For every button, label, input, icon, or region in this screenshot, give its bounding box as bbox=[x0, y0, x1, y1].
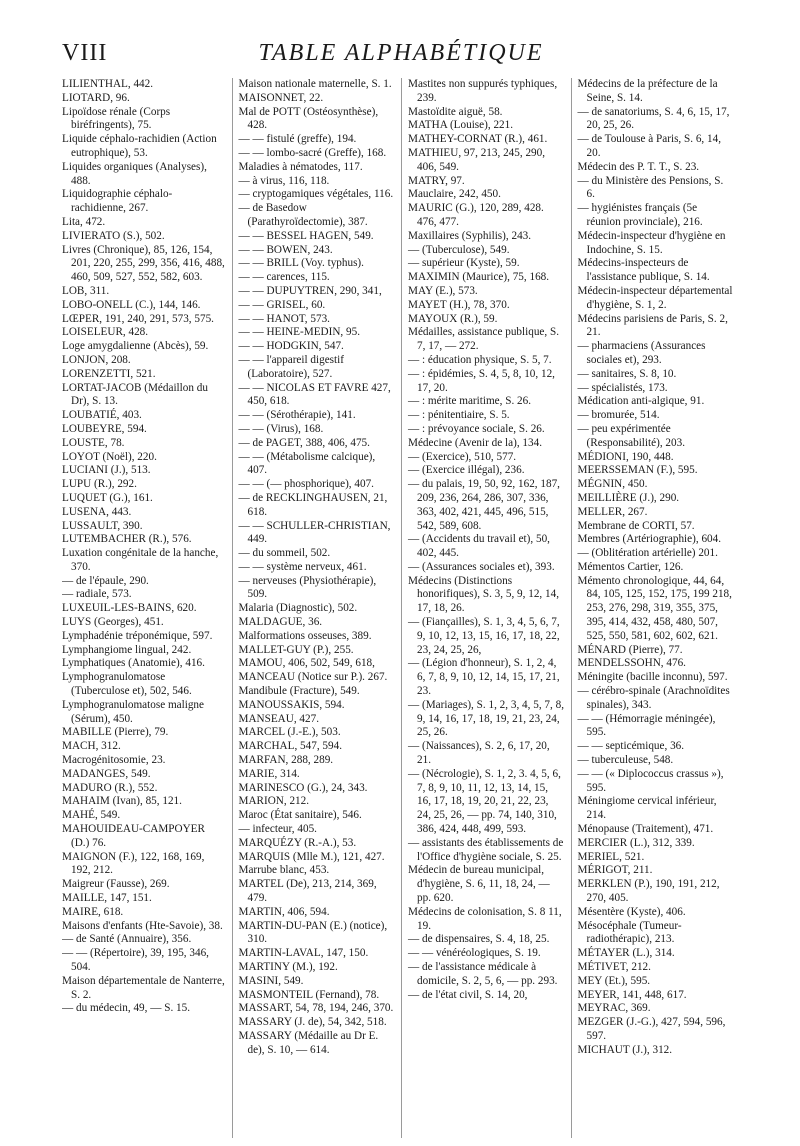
index-entry: MAHOUIDEAU-CAMPOYER (D.) 76. bbox=[62, 823, 205, 849]
index-entry: MERIEL, 521. bbox=[577, 850, 645, 863]
index-entry: — (Assurances sociales et), 393. bbox=[408, 560, 555, 573]
running-title: TABLE ALPHABÉTIQUE bbox=[258, 40, 544, 66]
index-entry: MELLER, 267. bbox=[577, 505, 648, 518]
index-entry: Ménopause (Traitement), 471. bbox=[577, 823, 714, 836]
index-entry: MEILLIÈRE (J.), 290. bbox=[577, 491, 680, 504]
index-entry: MARFAN, 288, 289. bbox=[238, 754, 334, 767]
index-entry: LUYS (Georges), 451. bbox=[62, 616, 164, 629]
index-entry: LOUBEYRE, 594. bbox=[62, 422, 147, 435]
index-entry: MAIGNON (F.), 122, 168, 169, 192, 212. bbox=[62, 850, 205, 877]
index-column-4 bbox=[571, 78, 741, 1138]
index-entry: LŒPER, 191, 240, 291, 573, 575. bbox=[62, 312, 214, 325]
index-entry: — : prévoyance sociale, S. 26. bbox=[408, 422, 545, 435]
index-entry: — de PAGET, 388, 406, 475. bbox=[238, 436, 370, 449]
index-entry: MARCHAL, 547, 594. bbox=[238, 740, 342, 753]
index-entry: MARTIN-DU-PAN (E.) (notice), 310. bbox=[238, 919, 388, 946]
index-entry: — — septicémique, 36. bbox=[577, 740, 685, 753]
index-entry: MEY (Et.), 595. bbox=[577, 974, 651, 987]
index-entry: Maisons d'enfants (Hte-Savoie), 38. bbox=[62, 919, 223, 932]
index-entry: Malaria (Diagnostic), 502. bbox=[238, 602, 358, 615]
index-entry: — à virus, 116, 118. bbox=[238, 174, 330, 187]
index-entry: MANCEAU (Notice sur P.). 267. bbox=[238, 671, 388, 684]
index-entry: — de Santé (Annuaire), 356. bbox=[62, 933, 192, 946]
index-entry: MAURIC (G.), 120, 289, 428. 476, 477. bbox=[408, 202, 544, 228]
index-entry: Lymphogranulomatose maligne (Sérum), 450. bbox=[62, 698, 204, 725]
index-entry: MERKLEN (P.), 190, 191, 212, 270, 405. bbox=[577, 878, 720, 905]
index-entry: MASSART, 54, 78, 194, 246, 370. bbox=[238, 1002, 394, 1015]
index-entry: — bromurée, 514. bbox=[577, 409, 660, 422]
index-entry: — — l'appareil digestif (Laboratoire), 527. bbox=[238, 353, 344, 380]
index-entry: Médecin-inspecteur départemental d'hygiène, S. 1, 2. bbox=[577, 284, 733, 311]
index-entry: Mésentère (Kyste), 406. bbox=[577, 905, 686, 918]
index-entry: Méningiome cervical inférieur, 214. bbox=[577, 795, 717, 822]
index-entry: MARCEL (J.-E.), 503. bbox=[238, 726, 341, 739]
index-entry: — : épidémies, S. 4, 5, 8, 10, 12, 17, 20. bbox=[408, 367, 555, 394]
index-entry: — de dispensaires, S. 4, 18, 25. bbox=[408, 933, 550, 946]
index-entry: MÉGNIN, 450. bbox=[577, 478, 648, 491]
index-entry: MAYET (H.), 78, 370. bbox=[408, 298, 510, 311]
index-entry: — de l'état civil, S. 14, 20, bbox=[408, 988, 528, 1001]
index-entry: MANSEAU, 427. bbox=[238, 712, 319, 725]
index-entry: Marrube blanc, 453. bbox=[238, 864, 330, 877]
index-entry: — de sanatoriums, S. 4, 6, 15, 17, 20, 25, 26. bbox=[577, 105, 730, 132]
index-entry: — du Ministère des Pensions, S. 6. bbox=[577, 174, 724, 201]
index-entry: LILIENTHAL, 442. bbox=[62, 78, 154, 90]
index-entry: — : éducation physique, S. 5, 7. bbox=[408, 353, 552, 366]
index-entry: MATHEY-CORNAT (R.), 461. bbox=[408, 133, 548, 146]
index-column-2 bbox=[232, 78, 402, 1138]
index-entry: MÉTIVET, 212. bbox=[577, 961, 651, 973]
index-entry: — hygiénistes français (5e réunion provinciale), 216. bbox=[577, 202, 703, 228]
index-entry: LUSSAULT, 390. bbox=[62, 519, 143, 532]
index-entry: Lymphangiome lingual, 242. bbox=[62, 643, 192, 656]
index-entry: — — (« Diplococcus crassus »), 595. bbox=[577, 767, 724, 794]
index-entry: MAMOU, 406, 502, 549, 618, bbox=[238, 657, 375, 670]
index-entry: MEYRAC, 369. bbox=[577, 1002, 651, 1015]
index-entry: — — GRISEL, 60. bbox=[238, 298, 326, 311]
index-entry: — (Nécrologie), S. 1, 2, 3. 4, 5, 6, 7, 8, 9, 10, 11, 12, 13, 14, 15, 16, 17, 18, 19, 20, 21, 22, 23, 24, 25, 26, — pp. 74, 140, 310, 386, 424, 448, 499, 593. bbox=[408, 767, 561, 836]
index-entry: LOBO-ONELL (C.), 144, 146. bbox=[62, 298, 201, 311]
index-entry: LOYOT (Noël), 220. bbox=[62, 450, 157, 463]
index-entry: LORTAT-JACOB (Médaillon du Dr), S. 13. bbox=[62, 381, 208, 408]
index-entry: Malformations osseuses, 389. bbox=[238, 629, 372, 642]
index-entry: LUQUET (G.), 161. bbox=[62, 491, 153, 504]
page-header bbox=[62, 40, 740, 80]
index-entry: MATHA (Louise), 221. bbox=[408, 119, 514, 132]
index-entry: MENDELSSOHN, 476. bbox=[577, 657, 686, 670]
index-entry: Liquides organiques (Analyses), 488. bbox=[62, 160, 207, 187]
index-entry: — — BESSEL HAGEN, 549. bbox=[238, 229, 374, 242]
page-number: VIII bbox=[62, 40, 108, 66]
index-entry: — (Exercice), 510, 577. bbox=[408, 450, 517, 463]
index-entry: — peu expérimentée (Responsabilité), 203. bbox=[577, 422, 685, 449]
index-entry: Lymphatiques (Anatomie), 416. bbox=[62, 657, 205, 670]
index-entry: MANOUSSAKIS, 594. bbox=[238, 698, 345, 711]
index-entry: — — (Hémorragie méningée), 595. bbox=[577, 712, 716, 739]
index-entry: — supérieur (Kyste), 59. bbox=[408, 257, 520, 270]
index-entry: MACH, 312. bbox=[62, 740, 121, 753]
index-entry: MAISONNET, 22. bbox=[238, 91, 324, 104]
index-entry: Mémento chronologique, 44, 64, 84, 105, 125, 152, 175, 199 218, 253, 276, 298, 319, 355, 375, 395, 414, 432, 458, 480, 507, 525, 550, 581, 602, 602, 621. bbox=[577, 574, 732, 642]
index-entry: — (Tuberculose), 549. bbox=[408, 243, 510, 256]
index-entry: — radiale, 573. bbox=[62, 588, 132, 601]
index-entry: — (Exercice illégal), 236. bbox=[408, 464, 525, 477]
index-entry: — — (Sérothérapie), 141. bbox=[238, 409, 356, 422]
index-entry: — du médecin, 49, — S. 15. bbox=[62, 1002, 191, 1015]
index-entry: Mastoïdite aiguë, 58. bbox=[408, 105, 503, 118]
index-entry: — (Oblitération artérielle) 201. bbox=[577, 547, 718, 560]
index-entry: — du sommeil, 502. bbox=[238, 547, 331, 560]
index-entry: Maison nationale maternelle, S. 1. bbox=[238, 78, 392, 90]
index-entry: — : pénitentiaire, S. 5. bbox=[408, 409, 510, 422]
index-entry: MARINESCO (G.), 24, 343. bbox=[238, 781, 368, 794]
index-entry: MARION, 212. bbox=[238, 795, 310, 808]
index-entry: LOUBATIÉ, 403. bbox=[62, 409, 142, 422]
index-entry: LUCIANI (J.), 513. bbox=[62, 464, 151, 477]
index-entry: — sanitaires, S. 8, 10. bbox=[577, 367, 677, 380]
index-column-3 bbox=[401, 78, 571, 1138]
index-entry: — — HODGKIN, 547. bbox=[238, 340, 344, 353]
index-entry: MEZGER (J.-G.), 427, 594, 596, 597. bbox=[577, 1016, 726, 1042]
index-entry: Maroc (État sanitaire), 546. bbox=[238, 809, 362, 822]
index-entry: LIOTARD, 96. bbox=[62, 91, 130, 104]
index-entry: MARIE, 314. bbox=[238, 767, 300, 780]
index-entry: Mal de POTT (Ostéosynthèse), 428. bbox=[238, 105, 379, 132]
index-entry: — — carences, 115. bbox=[238, 271, 330, 284]
index-entry: MADURO (R.), 552. bbox=[62, 781, 158, 794]
index-entry: — de l'assistance médicale à domicile, S. 2, 5, 6, — pp. 293. bbox=[408, 961, 558, 987]
index-entry: — — BOWEN, 243. bbox=[238, 243, 333, 256]
index-entry: Mastites non suppurés typhiques, 239. bbox=[408, 78, 558, 104]
index-entry: Médecins de colonisation, S. 8 11, 19. bbox=[408, 905, 562, 932]
index-entry: Maxillaires (Syphilis), 243. bbox=[408, 229, 532, 242]
index-entry: Mauclaire, 242, 450. bbox=[408, 188, 501, 201]
index-entry: MERCIER (L.), 312, 339. bbox=[577, 836, 695, 849]
index-entry: LUSENA, 443. bbox=[62, 505, 132, 518]
index-entry: LONJON, 208. bbox=[62, 353, 131, 366]
index-entry: MAHAIM (Ivan), 85, 121. bbox=[62, 795, 182, 808]
index-entry: Médecins parisiens de Paris, S. 2, 21. bbox=[577, 312, 728, 339]
index-entry: — tuberculeuse, 548. bbox=[577, 754, 674, 767]
index-entry: Mésocéphale (Tumeur-radiothérapic), 213. bbox=[577, 919, 682, 946]
index-entry: Loge amygdalienne (Abcès), 59. bbox=[62, 340, 209, 353]
index-entry: Médecin-inspecteur d'hygiène en Indochine, S. 15. bbox=[577, 229, 726, 256]
index-entry: LOB, 311. bbox=[62, 284, 110, 297]
index-entry: MAXIMIN (Maurice), 75, 168. bbox=[408, 271, 550, 284]
index-entry: MALLET-GUY (P.), 255. bbox=[238, 643, 354, 656]
index-entry: Mandibule (Fracture), 549. bbox=[238, 685, 360, 698]
index-entry: — cérébro-spinale (Arachnoïdites spinales), 343. bbox=[577, 685, 730, 711]
index-entry: — : mérite maritime, S. 26. bbox=[408, 395, 532, 408]
index-entry: Maigreur (Fausse), 269. bbox=[62, 878, 170, 891]
index-entry: Liquidographie céphalo-rachidienne, 267. bbox=[62, 188, 173, 215]
index-entry: LOISELEUR, 428. bbox=[62, 326, 149, 339]
index-entry: MARTEL (De), 213, 214, 369, 479. bbox=[238, 878, 377, 905]
index-entry: MARTIN-LAVAL, 147, 150. bbox=[238, 947, 369, 960]
index-entry: — — BRILL (Voy. typhus). bbox=[238, 257, 364, 270]
index-entry: Médecin de bureau municipal, d'hygiène, S. 6, 11, 18, 24, — pp. 620. bbox=[408, 864, 550, 905]
index-entry: — — lombo-sacré (Greffe), 168. bbox=[238, 146, 387, 159]
index-column-1 bbox=[62, 78, 232, 1138]
index-entry: LORENZETTI, 521. bbox=[62, 367, 156, 380]
index-entry: — (Fiançailles), S. 1, 3, 4, 5, 6, 7, 9, 10, 12, 13, 15, 16, 17, 18, 22, 23, 24, 25, 26, bbox=[408, 616, 560, 656]
index-entry: Macrogénitosomie, 23. bbox=[62, 754, 166, 767]
index-entry: LUPU (R.), 292. bbox=[62, 478, 137, 491]
index-entry: Médecins-inspecteurs de l'assistance publique, S. 14. bbox=[577, 257, 710, 284]
index-entry: — — système nerveux, 461. bbox=[238, 560, 367, 573]
index-entry: — — (— phosphorique), 407. bbox=[238, 478, 374, 491]
index-entry: Membrane de CORTI, 57. bbox=[577, 519, 695, 532]
index-entry: MATRY, 97. bbox=[408, 174, 465, 187]
index-entry: MASINI, 549. bbox=[238, 974, 304, 987]
index-entry: MASMONTEIL (Fernand), 78. bbox=[238, 988, 380, 1001]
index-entry: — pharmaciens (Assurances sociales et), 293. bbox=[577, 340, 706, 366]
index-entry: Médecine (Avenir de la), 134. bbox=[408, 436, 542, 449]
index-entry: MALDAGUE, 36. bbox=[238, 616, 323, 629]
index-entry: LIVIERATO (S.), 502. bbox=[62, 229, 165, 242]
index-entry: Lymphadénie tréponémique, 597. bbox=[62, 629, 213, 642]
index-entry: MATHIEU, 97, 213, 245, 290, 406, 549. bbox=[408, 146, 546, 173]
index-entry: MARTINY (M.), 192. bbox=[238, 961, 338, 973]
index-entry: — — vénéréologiques, S. 19. bbox=[408, 947, 541, 960]
index-entry: — de RECKLINGHAUSEN, 21, 618. bbox=[238, 491, 388, 518]
index-entry: — — DUPUYTREN, 290, 341, bbox=[238, 284, 382, 297]
index-entry: MARQUIS (Mlle M.), 121, 427. bbox=[238, 850, 385, 863]
index-entry: Médecin des P. T. T., S. 23. bbox=[577, 160, 700, 173]
index-entry: — — NICOLAS ET FAVRE 427, 450, 618. bbox=[238, 381, 391, 408]
index-entry: MÉTAYER (L.), 314. bbox=[577, 947, 675, 960]
index-entry: Lipoïdose rénale (Corps biréfringents), 75. bbox=[62, 105, 171, 132]
index-entry: MARQUÉZY (R.-A.), 53. bbox=[238, 836, 357, 849]
index-entry: MARTIN, 406, 594. bbox=[238, 905, 330, 918]
index-entry: — du palais, 19, 50, 92, 162, 187, 209, 236, 264, 286, 307, 336, 363, 402, 421, 445, 496, 515, 542, 589, 608. bbox=[408, 478, 560, 532]
index-entry: MEERSSEMAN (F.), 595. bbox=[577, 464, 698, 477]
index-entry: — — (Métabolisme calcique), 407. bbox=[238, 450, 376, 477]
index-entry: Médication anti-algique, 91. bbox=[577, 395, 705, 408]
index-entry: — nerveuses (Physiothérapie), 509. bbox=[238, 574, 377, 601]
index-entry: — — HANOT, 573. bbox=[238, 312, 330, 325]
index-entry: Médecins (Distinctions honorifiques), S. 3, 5, 9, 12, 14, 17, 18, 26. bbox=[408, 574, 560, 615]
index-entry: MEYER, 141, 448, 617. bbox=[577, 988, 687, 1001]
index-entry: Luxation congénitale de la hanche, 370. bbox=[62, 547, 219, 573]
index-entry: Maison départementale de Nanterre, S. 2. bbox=[62, 974, 225, 1001]
index-entry: Membres (Artériographie), 604. bbox=[577, 533, 722, 546]
index-entry: LOUSTE, 78. bbox=[62, 436, 125, 449]
index-entry: — infecteur, 405. bbox=[238, 823, 317, 836]
index-entry: MADANGES, 549. bbox=[62, 767, 151, 780]
index-entry: MASSARY (J. de), 54, 342, 518. bbox=[238, 1016, 387, 1029]
index-entry: — (Naissances), S. 2, 6, 17, 20, 21. bbox=[408, 740, 550, 767]
index-entry: MAILLE, 147, 151. bbox=[62, 892, 152, 905]
index-entry: MABILLE (Pierre), 79. bbox=[62, 726, 169, 739]
index-entry: MÉRIGOT, 211. bbox=[577, 864, 653, 877]
index-entry: — — (Répertoire), 39, 195, 346, 504. bbox=[62, 947, 209, 973]
index-entry: Mémentos Cartier, 126. bbox=[577, 560, 684, 573]
index-entry: MÉNARD (Pierre), 77. bbox=[577, 643, 683, 656]
index-entry: LUTEMBACHER (R.), 576. bbox=[62, 533, 192, 546]
index-entry: Maladies à nématodes, 117. bbox=[238, 160, 363, 173]
index-entry: MAYOUX (R.), 59. bbox=[408, 312, 498, 325]
index-entry: — de l'épaule, 290. bbox=[62, 574, 149, 587]
index-entry: MASSARY (Médaille au Dr E. de), S. 10, — 614. bbox=[238, 1029, 379, 1056]
index-entry: MAY (E.), 573. bbox=[408, 284, 478, 297]
index-entry: Méningite (bacille inconnu), 597. bbox=[577, 671, 728, 684]
index-entry: MAHÉ, 549. bbox=[62, 809, 121, 822]
index-entry: LUXEUIL-LES-BAINS, 620. bbox=[62, 602, 197, 615]
index-entry: MICHAUT (J.), 312. bbox=[577, 1043, 673, 1056]
index-columns bbox=[62, 78, 740, 1138]
index-entry: — de Basedow (Parathyroïdectomie), 387. bbox=[238, 202, 368, 228]
index-entry: — spécialistés, 173. bbox=[577, 381, 668, 394]
index-entry: — (Mariages), S. 1, 2, 3, 4, 5, 7, 8, 9, 14, 16, 17, 18, 19, 21, 23, 24, 25, 26. bbox=[408, 698, 564, 739]
index-entry: Livres (Chronique), 85, 126, 154, 201, 220, 255, 299, 356, 416, 488, 460, 509, 527, 552, 582, 603. bbox=[62, 243, 225, 284]
index-entry: Lymphogranulomatose (Tuberculose et), 502, 546. bbox=[62, 671, 192, 698]
index-entry: Médailles, assistance publique, S. 7, 17, — 272. bbox=[408, 326, 560, 353]
index-entry: — assistants des établissements de l'Office d'hygiène sociale, S. 25. bbox=[408, 836, 564, 863]
index-entry: MAIRE, 618. bbox=[62, 905, 124, 918]
index-entry: Lita, 472. bbox=[62, 215, 106, 228]
index-entry: — cryptogamiques végétales, 116. bbox=[238, 188, 394, 201]
index-entry: — — fistulé (greffe), 194. bbox=[238, 133, 357, 146]
index-entry: — (Légion d'honneur), S. 1, 2, 4, 6, 7, 8, 9, 10, 12, 14, 15, 17, 21, 23. bbox=[408, 657, 560, 698]
index-entry: Médecins de la préfecture de la Seine, S. 14. bbox=[577, 78, 718, 104]
index-entry: — — SCHULLER-CHRISTIAN, 449. bbox=[238, 519, 391, 546]
index-entry: Liquide céphalo-rachidien (Action eutrophique), 53. bbox=[62, 133, 217, 159]
index-entry: — de Toulouse à Paris, S. 6, 14, 20. bbox=[577, 133, 722, 159]
index-entry: MÉDIONI, 190, 448. bbox=[577, 450, 674, 463]
index-entry: — (Accidents du travail et), 50, 402, 445. bbox=[408, 533, 550, 560]
index-entry: — — (Virus), 168. bbox=[238, 422, 324, 435]
index-entry: — — HEINE-MEDIN, 95. bbox=[238, 326, 360, 339]
